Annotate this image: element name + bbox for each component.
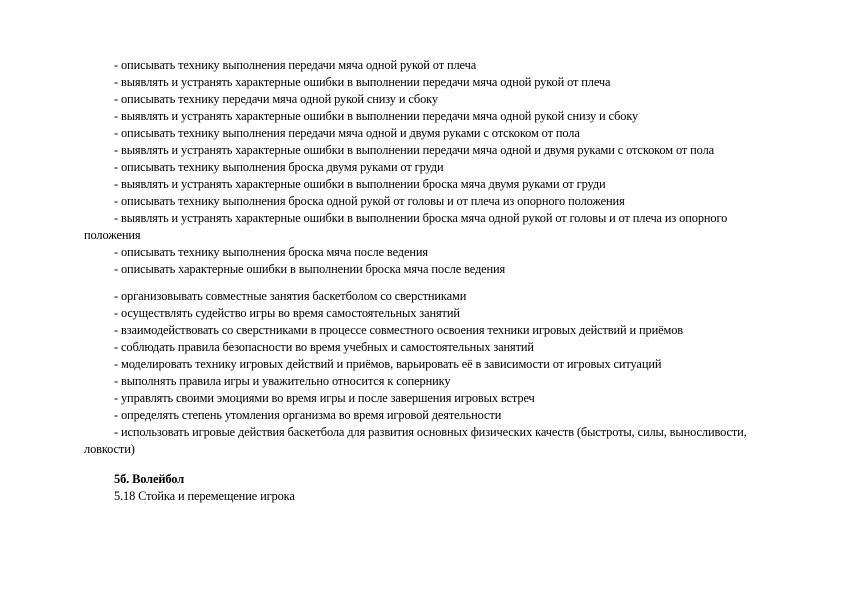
list-item: - выявлять и устранять характерные ошибки в выполнении передачи мяча одной рукой снизу и сбоку [114,109,639,123]
list-item: - выполнять правила игры и уважительно относится к сопернику [114,374,451,388]
list-item: - описывать характерные ошибки в выполнении броска мяча после ведения [114,262,506,276]
list-item: - описывать технику выполнения передачи мяча одной рукой от плеча [114,58,477,72]
list-item: - управлять своими эмоциями во время игры и после завершения игровых встреч [114,391,535,405]
spacer [84,458,774,471]
list-item: - выявлять и устранять характерные ошибки в выполнении передачи мяча одной рукой от плеча [114,75,611,89]
list-item: - организовывать совместные занятия баскетболом со сверстниками [114,289,467,303]
list-item: - выявлять и устранять характерные ошибки в выполнении броска мяча двумя руками от груди [114,177,606,191]
list-item: - выявлять и устранять характерные ошибки в выполнении броска мяча одной рукой от головы и от плеча из опорного положения [84,211,728,242]
list-item: - осуществлять судейство игры во время самостоятельных занятий [114,306,460,320]
skills-list-technique [84,57,774,278]
list-item: - описывать технику выполнения броска одной рукой от головы и от плеча из опорного положения [114,194,625,208]
list-item: - использовать игровые действия баскетбола для развития основных физических качеств (быстроты, силы, выносливости, ловкости) [84,425,747,456]
document-page [84,57,774,505]
list-item: - описывать технику выполнения передачи мяча одной и двумя руками с отскоком от пола [114,126,580,140]
list-item: - описывать технику выполнения броска мяча после ведения [114,245,428,259]
list-item: - выявлять и устранять характерные ошибки в выполнении передачи мяча одной и двумя руками с отскоком от пола [114,143,715,157]
list-item: - соблюдать правила безопасности во время учебных и самостоятельных занятий [114,340,534,354]
list-item: - описывать технику выполнения броска двумя руками от груди [114,160,444,174]
spacer [84,278,774,288]
list-item: - определять степень утомления организма во время игровой деятельности [114,408,502,422]
section-subheading: 5.18 Стойка и перемещение игрока [114,489,295,503]
section-heading: 5б. Волейбол [114,472,185,486]
list-item: - моделировать технику игровых действий и приёмов, варьировать её в зависимости от игровых ситуаций [114,357,662,371]
list-item: - взаимодействовать со сверстниками в процессе совместного освоения техники игровых действий и приёмов [114,323,684,337]
list-item: - описывать технику передачи мяча одной рукой снизу и сбоку [114,92,438,106]
skills-list-play [84,288,774,458]
